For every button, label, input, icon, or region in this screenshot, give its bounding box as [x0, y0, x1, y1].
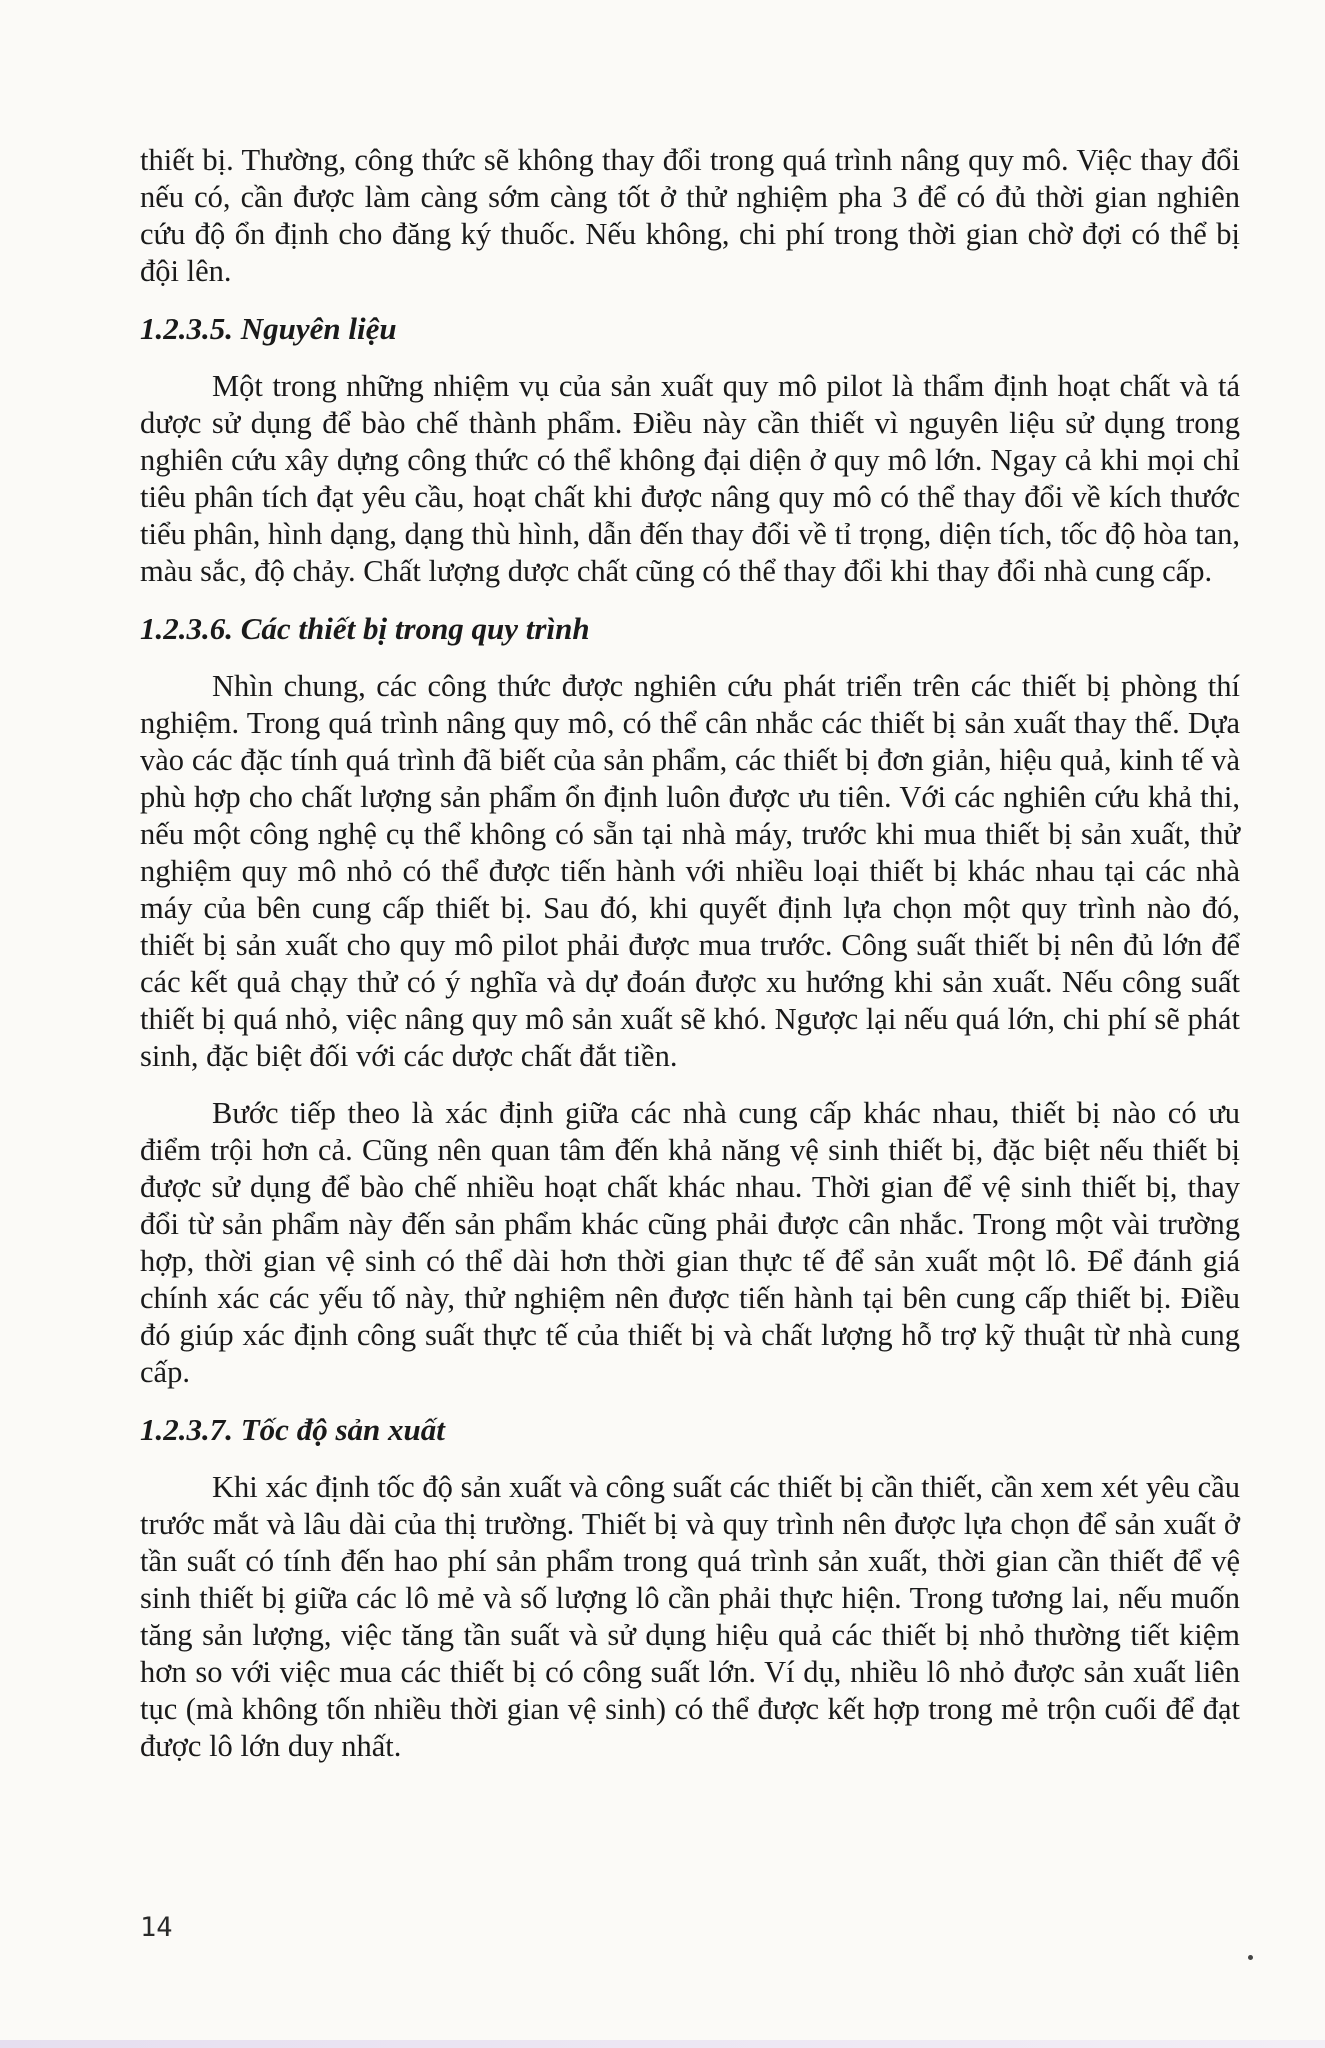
section-heading-1-2-3-6: 1.2.3.6. Các thiết bị trong quy trình — [140, 611, 590, 646]
scan-dot-mark — [1248, 1955, 1253, 1960]
paragraph-thiet-bi-2: Bước tiếp theo là xác định giữa các nhà cung cấp khác nhau, thiết bị nào có ưu điểm trội hơn cả. Cũng nên quan tâm đến khả năng vệ sinh thiết bị, đặc biệt nếu thiết bị được sử dụng để bào chế nhiều hoạt chất khác nhau. Thời gian để vệ sinh thiết bị, thay đổi từ sản phẩm này đến sản phẩm khác cũng phải được cân nhắc. Trong một vài trường hợp, thời gian vệ sinh có thể dài hơn thời gian thực tế để sản xuất một lô. Để đánh giá chính xác các yếu tố này, thử nghiệm nên được tiến hành tại bên cung cấp thiết bị. Điều đó giúp xác định công suất thực tế của thiết bị và chất lượng hỗ trợ kỹ thuật từ nhà cung cấp. — [140, 1096, 1240, 1389]
page-number: 14 — [140, 1912, 173, 1943]
paragraph-thiet-bi-1: Nhìn chung, các công thức được nghiên cứu phát triển trên các thiết bị phòng thí nghiệm. Trong quá trình nâng quy mô, có thể cân nhắc các thiết bị sản xuất thay thế. Dựa vào các đặc tính quá trình đã biết của sản phẩm, các thiết bị đơn giản, hiệu quả, kinh tế và phù hợp cho chất lượng sản phẩm ổn định luôn được ưu tiên. Với các nghiên cứu khả thi, nếu một công nghệ cụ thể không có sẵn tại nhà máy, trước khi mua thiết bị sản xuất, thử nghiệm quy mô nhỏ có thể được tiến hành với nhiều loại thiết bị khác nhau tại các nhà máy của bên cung cấp thiết bị. Sau đó, khi quyết định lựa chọn một quy trình nào đó, thiết bị sản xuất cho quy mô pilot phải được mua trước. Công suất thiết bị nên đủ lớn để các kết quả chạy thử có ý nghĩa và dự đoán được xu hướng khi sản xuất. Nếu công suất thiết bị quá nhỏ, việc nâng quy mô sản xuất sẽ khó. Ngược lại nếu quá lớn, chi phí sẽ phát sinh, đặc biệt đối với các dược chất đắt tiền. — [140, 669, 1240, 1073]
section-heading-1-2-3-5: 1.2.3.5. Nguyên liệu — [140, 311, 397, 346]
scan-edge-strip — [0, 2040, 1325, 2048]
paragraph-nguyen-lieu: Một trong những nhiệm vụ của sản xuất quy mô pilot là thẩm định hoạt chất và tá dược sử dụng để bào chế thành phẩm. Điều này cần thiết vì nguyên liệu sử dụng trong nghiên cứu xây dựng công thức có thể không đại diện ở quy mô lớn. Ngay cả khi mọi chỉ tiêu phân tích đạt yêu cầu, hoạt chất khi được nâng quy mô có thể thay đổi về kích thước tiểu phân, hình dạng, dạng thù hình, dẫn đến thay đổi về tỉ trọng, diện tích, tốc độ hòa tan, màu sắc, độ chảy. Chất lượng dược chất cũng có thể thay đổi khi thay đổi nhà cung cấp. — [140, 369, 1240, 588]
paragraph-continuation: thiết bị. Thường, công thức sẽ không thay đổi trong quá trình nâng quy mô. Việc thay đổi nếu có, cần được làm càng sớm càng tốt ở thử nghiệm pha 3 để có đủ thời gian nghiên cứu độ ổn định cho đăng ký thuốc. Nếu không, chi phí trong thời gian chờ đợi có thể bị đội lên. — [140, 143, 1240, 288]
paragraph-toc-do-san-xuat: Khi xác định tốc độ sản xuất và công suất các thiết bị cần thiết, cần xem xét yêu cầu trước mắt và lâu dài của thị trường. Thiết bị và quy trình nên được lựa chọn để sản xuất ở tần suất có tính đến hao phí sản phẩm trong quá trình sản xuất, thời gian cần thiết để vệ sinh thiết bị giữa các lô mẻ và số lượng lô cần phải thực hiện. Trong tương lai, nếu muốn tăng sản lượng, việc tăng tần suất và sử dụng hiệu quả các thiết bị nhỏ thường tiết kiệm hơn so với việc mua các thiết bị có công suất lớn. Ví dụ, nhiều lô nhỏ được sản xuất liên tục (mà không tốn nhiều thời gian vệ sinh) có thể được kết hợp trong mẻ trộn cuối để đạt được lô lớn duy nhất. — [140, 1470, 1240, 1763]
page-body — [140, 142, 1240, 1785]
section-heading-1-2-3-7: 1.2.3.7. Tốc độ sản xuất — [140, 1412, 445, 1447]
